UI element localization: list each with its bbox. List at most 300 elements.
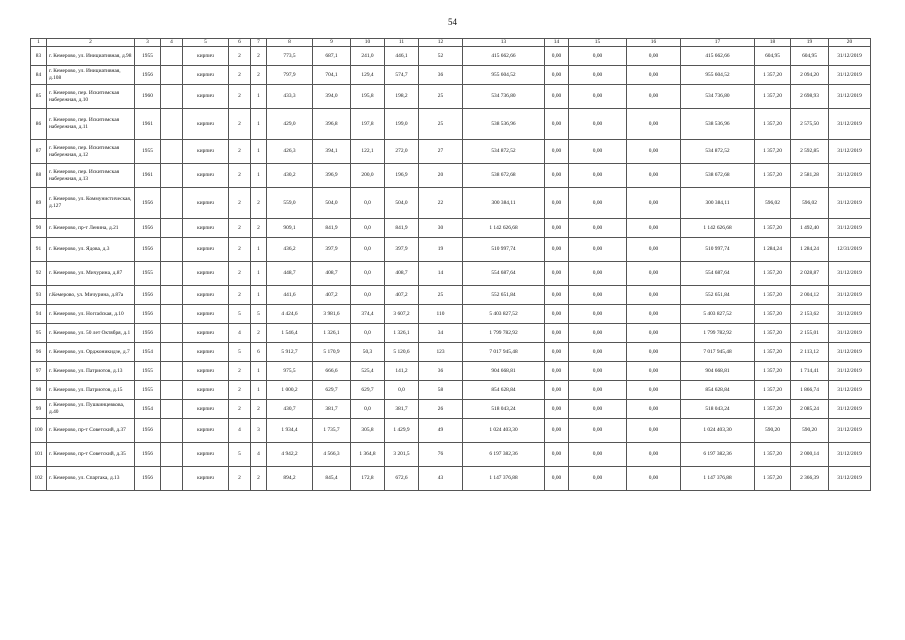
table-cell: 538 536,96 <box>681 109 755 140</box>
table-cell: 0,00 <box>627 109 681 140</box>
address-cell: г. Кемерово, пр-т Советский, д.37 <box>47 419 135 443</box>
column-number: 7 <box>251 39 267 47</box>
table-cell: 0,00 <box>569 324 627 343</box>
table-cell: 0,00 <box>545 467 569 491</box>
table-cell: 1 357,20 <box>755 362 791 381</box>
table-cell: 110 <box>419 305 463 324</box>
table-cell: 5 <box>229 443 251 467</box>
table-cell: 3 607,2 <box>385 305 419 324</box>
address-cell: г. Кемерово, ул. Ядова, д.3 <box>47 238 135 262</box>
table-cell: 554 687,64 <box>463 262 545 286</box>
table-cell: 91 <box>31 238 47 262</box>
table-cell <box>161 262 183 286</box>
table-cell: 446,1 <box>385 47 419 66</box>
table-cell: 2 094,20 <box>791 66 829 85</box>
table-cell: 408,7 <box>313 262 351 286</box>
table-cell: 1 147 376,88 <box>681 467 755 491</box>
table-cell: 2 <box>229 262 251 286</box>
table-cell: 552 651,84 <box>681 286 755 305</box>
table-cell: 0,00 <box>627 66 681 85</box>
table-cell: 31/12/2019 <box>829 164 871 188</box>
table-cell: 0,0 <box>351 286 385 305</box>
table-cell: 96 <box>31 343 47 362</box>
table-cell: 94 <box>31 305 47 324</box>
table-cell: 123 <box>419 343 463 362</box>
table-cell: 574,7 <box>385 66 419 85</box>
table-cell: 92 <box>31 262 47 286</box>
table-cell: кирпич <box>183 109 229 140</box>
table-cell: 84 <box>31 66 47 85</box>
table-cell: 1 024 403,30 <box>463 419 545 443</box>
column-number: 19 <box>791 39 829 47</box>
address-cell: г. Кемерово, ул. 50 лет Октября, д.1 <box>47 324 135 343</box>
table-cell: 4 424,6 <box>267 305 313 324</box>
table-cell: 534 736,80 <box>681 85 755 109</box>
table-cell: 429,0 <box>267 109 313 140</box>
table-cell: 4 <box>251 443 267 467</box>
table-cell: 31/12/2019 <box>829 362 871 381</box>
table-cell: 1956 <box>135 467 161 491</box>
table-cell <box>161 66 183 85</box>
table-cell: 7 017 945,48 <box>681 343 755 362</box>
table-cell: 0,00 <box>545 188 569 219</box>
table-cell: 3 <box>251 419 267 443</box>
table-cell: 0,00 <box>627 140 681 164</box>
table-cell: 0,00 <box>569 262 627 286</box>
table-row <box>31 324 871 343</box>
table-cell: 2 <box>229 219 251 238</box>
table-cell <box>161 400 183 419</box>
table-cell: 0,00 <box>627 467 681 491</box>
table-cell: 25 <box>419 85 463 109</box>
table-cell: 415 662,66 <box>681 47 755 66</box>
address-cell: г. Кемерово, ул. Мичурина, д.87 <box>47 262 135 286</box>
table-cell: кирпич <box>183 164 229 188</box>
table-cell: 0,00 <box>569 400 627 419</box>
table-row <box>31 467 871 491</box>
table-cell: 1 357,20 <box>755 305 791 324</box>
table-cell: 122,1 <box>351 140 385 164</box>
column-number-row <box>31 39 871 47</box>
table-cell: 1 147 376,88 <box>463 467 545 491</box>
table-cell: 99 <box>31 400 47 419</box>
table-cell: 22 <box>419 188 463 219</box>
table-cell: 415 662,66 <box>463 47 545 66</box>
address-cell: г. Кемерово, ул. Ногradская, д.10 <box>47 305 135 324</box>
table-cell: 1 357,20 <box>755 381 791 400</box>
table-cell: 773,5 <box>267 47 313 66</box>
table-cell: 36 <box>419 362 463 381</box>
table-cell: 0,00 <box>545 419 569 443</box>
table-row <box>31 262 871 286</box>
address-cell: г. Кемерово, пр-т Ленина, д.21 <box>47 219 135 238</box>
table-cell: 6 <box>251 343 267 362</box>
table-cell: 1 866,74 <box>791 381 829 400</box>
table-cell: 4 566,3 <box>313 443 351 467</box>
table-cell: 97 <box>31 362 47 381</box>
table-cell: 604,95 <box>791 47 829 66</box>
table-cell: 394,0 <box>313 85 351 109</box>
table-cell: 31/12/2019 <box>829 140 871 164</box>
table-cell: 25 <box>419 109 463 140</box>
table-cell: кирпич <box>183 443 229 467</box>
table-cell: 596,02 <box>791 188 829 219</box>
table-cell: 0,00 <box>627 400 681 419</box>
column-number: 20 <box>829 39 871 47</box>
table-cell: 1 357,20 <box>755 140 791 164</box>
table-cell: 2 <box>251 219 267 238</box>
table-cell: 0,0 <box>385 381 419 400</box>
table-cell: 841,9 <box>313 219 351 238</box>
table-cell: 58 <box>419 381 463 400</box>
table-cell: 31/12/2019 <box>829 286 871 305</box>
table-cell: 2 <box>229 47 251 66</box>
table-cell: 1956 <box>135 188 161 219</box>
table-cell: кирпич <box>183 286 229 305</box>
table-cell: 590,20 <box>755 419 791 443</box>
table-cell: 141,2 <box>385 362 419 381</box>
address-cell: г. Кемерово, ул. Коммунистическая, д.127 <box>47 188 135 219</box>
table-cell: 441,6 <box>267 286 313 305</box>
table-cell: 50,3 <box>351 343 385 362</box>
table-cell: 538 536,96 <box>463 109 545 140</box>
page-number: 54 <box>448 17 457 27</box>
table-cell: 2 <box>229 362 251 381</box>
table-cell: 0,00 <box>569 140 627 164</box>
table-cell: 85 <box>31 85 47 109</box>
table-cell <box>161 85 183 109</box>
table-cell: 199,0 <box>385 109 419 140</box>
table-cell: 300 384,11 <box>681 188 755 219</box>
column-number: 11 <box>385 39 419 47</box>
table-cell: 0,0 <box>351 219 385 238</box>
table-cell: 2 <box>229 467 251 491</box>
table-cell: 525,4 <box>351 362 385 381</box>
column-number: 2 <box>47 39 135 47</box>
table-cell: 1 <box>251 262 267 286</box>
table-row <box>31 188 871 219</box>
address-cell: г.Кемерово, ул. Мичурина, д.87а <box>47 286 135 305</box>
table-cell <box>161 140 183 164</box>
table-cell: 841,9 <box>385 219 419 238</box>
table-cell: 43 <box>419 467 463 491</box>
table-cell: 0,00 <box>569 286 627 305</box>
table-cell: 27 <box>419 140 463 164</box>
table-cell: 0,00 <box>569 66 627 85</box>
table-cell: 0,00 <box>627 324 681 343</box>
table-cell <box>161 381 183 400</box>
table-cell: 31/12/2019 <box>829 400 871 419</box>
table-cell: 1 <box>251 164 267 188</box>
table-cell: 52 <box>419 47 463 66</box>
table-row <box>31 305 871 324</box>
table-cell: кирпич <box>183 324 229 343</box>
table-cell: 0,00 <box>545 305 569 324</box>
table-cell: 1 357,20 <box>755 324 791 343</box>
table-cell: 5 403 827,52 <box>681 305 755 324</box>
table-cell: 396,9 <box>313 164 351 188</box>
address-cell: г. Кемерово, ул. Пушкинцевкова, д.40 <box>47 400 135 419</box>
table-cell: 2 <box>251 400 267 419</box>
table-row <box>31 400 871 419</box>
table-cell: 629,7 <box>313 381 351 400</box>
table-cell: 2 <box>251 324 267 343</box>
table-cell: 102 <box>31 467 47 491</box>
table-cell: 1 357,20 <box>755 164 791 188</box>
table-cell: кирпич <box>183 343 229 362</box>
table-row <box>31 66 871 85</box>
table-row <box>31 140 871 164</box>
table-cell: 1 000,2 <box>267 381 313 400</box>
table-cell: 0,00 <box>545 140 569 164</box>
table-row <box>31 85 871 109</box>
column-number: 6 <box>229 39 251 47</box>
table-cell: 2 <box>229 85 251 109</box>
table-cell: 2 113,12 <box>791 343 829 362</box>
table-cell: 93 <box>31 286 47 305</box>
table-cell: 955 604,52 <box>681 66 755 85</box>
table-cell: 86 <box>31 109 47 140</box>
table-cell: 407,2 <box>313 286 351 305</box>
table-cell: 34 <box>419 324 463 343</box>
table-cell: 1 <box>251 286 267 305</box>
table-cell: 2 <box>251 188 267 219</box>
table-cell: 894,2 <box>267 467 313 491</box>
column-number: 18 <box>755 39 791 47</box>
table-cell: 0,00 <box>545 66 569 85</box>
table-cell: 0,00 <box>545 219 569 238</box>
table-cell: 98 <box>31 381 47 400</box>
table-cell: 504,0 <box>385 188 419 219</box>
table-cell: 0,00 <box>627 219 681 238</box>
table-cell <box>161 443 183 467</box>
table-cell: 407,2 <box>385 286 419 305</box>
table-cell: 534 872,52 <box>681 140 755 164</box>
table-cell: 200,0 <box>351 164 385 188</box>
table-cell: 0,00 <box>569 343 627 362</box>
table-cell: 0,00 <box>569 443 627 467</box>
table-cell: 0,00 <box>545 85 569 109</box>
table-cell: 1 357,20 <box>755 400 791 419</box>
table-cell: 1 357,20 <box>755 443 791 467</box>
table-cell: кирпич <box>183 262 229 286</box>
table-cell: 1956 <box>135 419 161 443</box>
table-cell: 31/12/2019 <box>829 109 871 140</box>
table-cell: 0,00 <box>627 238 681 262</box>
table-cell: 0,0 <box>351 400 385 419</box>
table-cell <box>161 238 183 262</box>
table-cell <box>161 467 183 491</box>
table-cell: 604,95 <box>755 47 791 66</box>
table-cell: 4 942,2 <box>267 443 313 467</box>
table-cell: 195,8 <box>351 85 385 109</box>
table-cell: 2 <box>229 400 251 419</box>
table-cell: 2 698,93 <box>791 85 829 109</box>
address-cell: г. Кемерово, ул. Спартака, д.13 <box>47 467 135 491</box>
table-cell: 300 384,11 <box>463 188 545 219</box>
column-number: 5 <box>183 39 229 47</box>
table-cell: 0,00 <box>569 219 627 238</box>
table-row <box>31 443 871 467</box>
column-number: 13 <box>463 39 545 47</box>
table-cell: 2 004,12 <box>791 286 829 305</box>
table-cell: кирпич <box>183 188 229 219</box>
table-cell: 0,00 <box>627 381 681 400</box>
table-cell: 101 <box>31 443 47 467</box>
table-cell: 1955 <box>135 362 161 381</box>
table-row <box>31 286 871 305</box>
table-cell: 83 <box>31 47 47 66</box>
table-cell: 0,00 <box>545 286 569 305</box>
table-cell: 0,0 <box>351 188 385 219</box>
table-cell: 975,5 <box>267 362 313 381</box>
table-row <box>31 362 871 381</box>
table-cell: 955 604,52 <box>463 66 545 85</box>
table-row <box>31 109 871 140</box>
table-cell: 90 <box>31 219 47 238</box>
column-number: 14 <box>545 39 569 47</box>
table-cell: 2 000,14 <box>791 443 829 467</box>
table-cell: 0,00 <box>569 381 627 400</box>
table-cell: кирпич <box>183 219 229 238</box>
table-cell: 0,0 <box>351 238 385 262</box>
table-cell: 0,00 <box>569 305 627 324</box>
table-cell <box>161 164 183 188</box>
table-cell: 0,00 <box>569 85 627 109</box>
table-cell <box>161 343 183 362</box>
table-cell: 1 <box>251 109 267 140</box>
table-cell: 1954 <box>135 400 161 419</box>
table-cell: 1 429,9 <box>385 419 419 443</box>
table-cell: 1 142 626,68 <box>463 219 545 238</box>
table-cell: 2 <box>229 66 251 85</box>
address-cell: г. Кемерово, пер. Искитимская набережная, д.10 <box>47 85 135 109</box>
table-row <box>31 219 871 238</box>
table-cell: 0,00 <box>627 286 681 305</box>
table-cell: 0,00 <box>545 343 569 362</box>
table-cell: 5 403 827,52 <box>463 305 545 324</box>
table-cell: 854 628,84 <box>463 381 545 400</box>
table-row <box>31 343 871 362</box>
table-cell: 0,00 <box>569 419 627 443</box>
table-cell: 2 155,01 <box>791 324 829 343</box>
table-cell: 0,00 <box>545 443 569 467</box>
table-cell: 89 <box>31 188 47 219</box>
table-cell: 704,1 <box>313 66 351 85</box>
table-row <box>31 238 871 262</box>
table-cell: 397,9 <box>313 238 351 262</box>
table-cell: 2 028,87 <box>791 262 829 286</box>
table-cell: 197,8 <box>351 109 385 140</box>
table-cell: 433,3 <box>267 85 313 109</box>
table-cell: 1960 <box>135 85 161 109</box>
column-number: 8 <box>267 39 313 47</box>
table-cell: кирпич <box>183 381 229 400</box>
table-cell: 1956 <box>135 324 161 343</box>
table-cell: 19 <box>419 238 463 262</box>
table-cell: 0,0 <box>351 262 385 286</box>
table-cell: 426,3 <box>267 140 313 164</box>
table-cell: 1 326,1 <box>313 324 351 343</box>
table-cell: 554 687,64 <box>681 262 755 286</box>
table-cell: 518 043,24 <box>463 400 545 419</box>
column-number: 4 <box>161 39 183 47</box>
table-cell: 1956 <box>135 238 161 262</box>
table-cell: 1 <box>251 85 267 109</box>
table-cell: 1 284,24 <box>755 238 791 262</box>
table-cell: кирпич <box>183 66 229 85</box>
table-cell: 436,2 <box>267 238 313 262</box>
table-cell: 30 <box>419 219 463 238</box>
column-number: 3 <box>135 39 161 47</box>
table-cell: 31/12/2019 <box>829 219 871 238</box>
address-cell: г. Кемерово, пер. Искитимская набережная, д.11 <box>47 109 135 140</box>
table-cell: 5 912,7 <box>267 343 313 362</box>
table-cell: 510 997,74 <box>463 238 545 262</box>
column-number: 10 <box>351 39 385 47</box>
table-cell: 36 <box>419 66 463 85</box>
table-cell: 31/12/2019 <box>829 188 871 219</box>
table-cell: 31/12/2019 <box>829 343 871 362</box>
table-cell: 1 326,1 <box>385 324 419 343</box>
table-cell: 88 <box>31 164 47 188</box>
table-cell <box>161 286 183 305</box>
table-cell: 2 <box>229 140 251 164</box>
table-cell: 1955 <box>135 381 161 400</box>
table-cell: 0,00 <box>545 381 569 400</box>
table-cell: 95 <box>31 324 47 343</box>
table-cell: 1 357,20 <box>755 66 791 85</box>
table-cell: 381,7 <box>385 400 419 419</box>
table-cell: 0,00 <box>569 109 627 140</box>
table-cell: 0,00 <box>627 305 681 324</box>
table-cell: 534 872,52 <box>463 140 545 164</box>
table-cell: 1 357,20 <box>755 467 791 491</box>
table-cell: 1955 <box>135 47 161 66</box>
table-row <box>31 164 871 188</box>
table-cell: 0,00 <box>569 188 627 219</box>
table-cell: 1961 <box>135 164 161 188</box>
column-number: 15 <box>569 39 627 47</box>
table-cell: 1 735,7 <box>313 419 351 443</box>
table-cell: 5 <box>229 343 251 362</box>
column-number: 17 <box>681 39 755 47</box>
table-cell: 5 170,9 <box>313 343 351 362</box>
table-cell: 1955 <box>135 262 161 286</box>
table-cell: 272,0 <box>385 140 419 164</box>
table-cell: 1 364,8 <box>351 443 385 467</box>
table-cell: 2 575,50 <box>791 109 829 140</box>
table-cell: 797,9 <box>267 66 313 85</box>
table-cell: кирпич <box>183 140 229 164</box>
table-cell: 6 197 382,36 <box>681 443 755 467</box>
table-cell: 1 <box>251 362 267 381</box>
table-cell: 241,0 <box>351 47 385 66</box>
table-cell: 4 <box>229 419 251 443</box>
table-cell: 31/12/2019 <box>829 443 871 467</box>
table-cell: кирпич <box>183 400 229 419</box>
table-cell: 534 736,80 <box>463 85 545 109</box>
table-cell <box>161 109 183 140</box>
table-cell: 397,9 <box>385 238 419 262</box>
address-cell: г. Кемерово, ул. Орджоникидзе, д.7 <box>47 343 135 362</box>
table-cell: 0,00 <box>627 443 681 467</box>
table-cell: 1 546,4 <box>267 324 313 343</box>
address-cell: г. Кемерово, пр-т Советский, д.35 <box>47 443 135 467</box>
table-cell: 4 <box>229 324 251 343</box>
table-cell: 430,7 <box>267 400 313 419</box>
table-cell: 2 <box>229 109 251 140</box>
